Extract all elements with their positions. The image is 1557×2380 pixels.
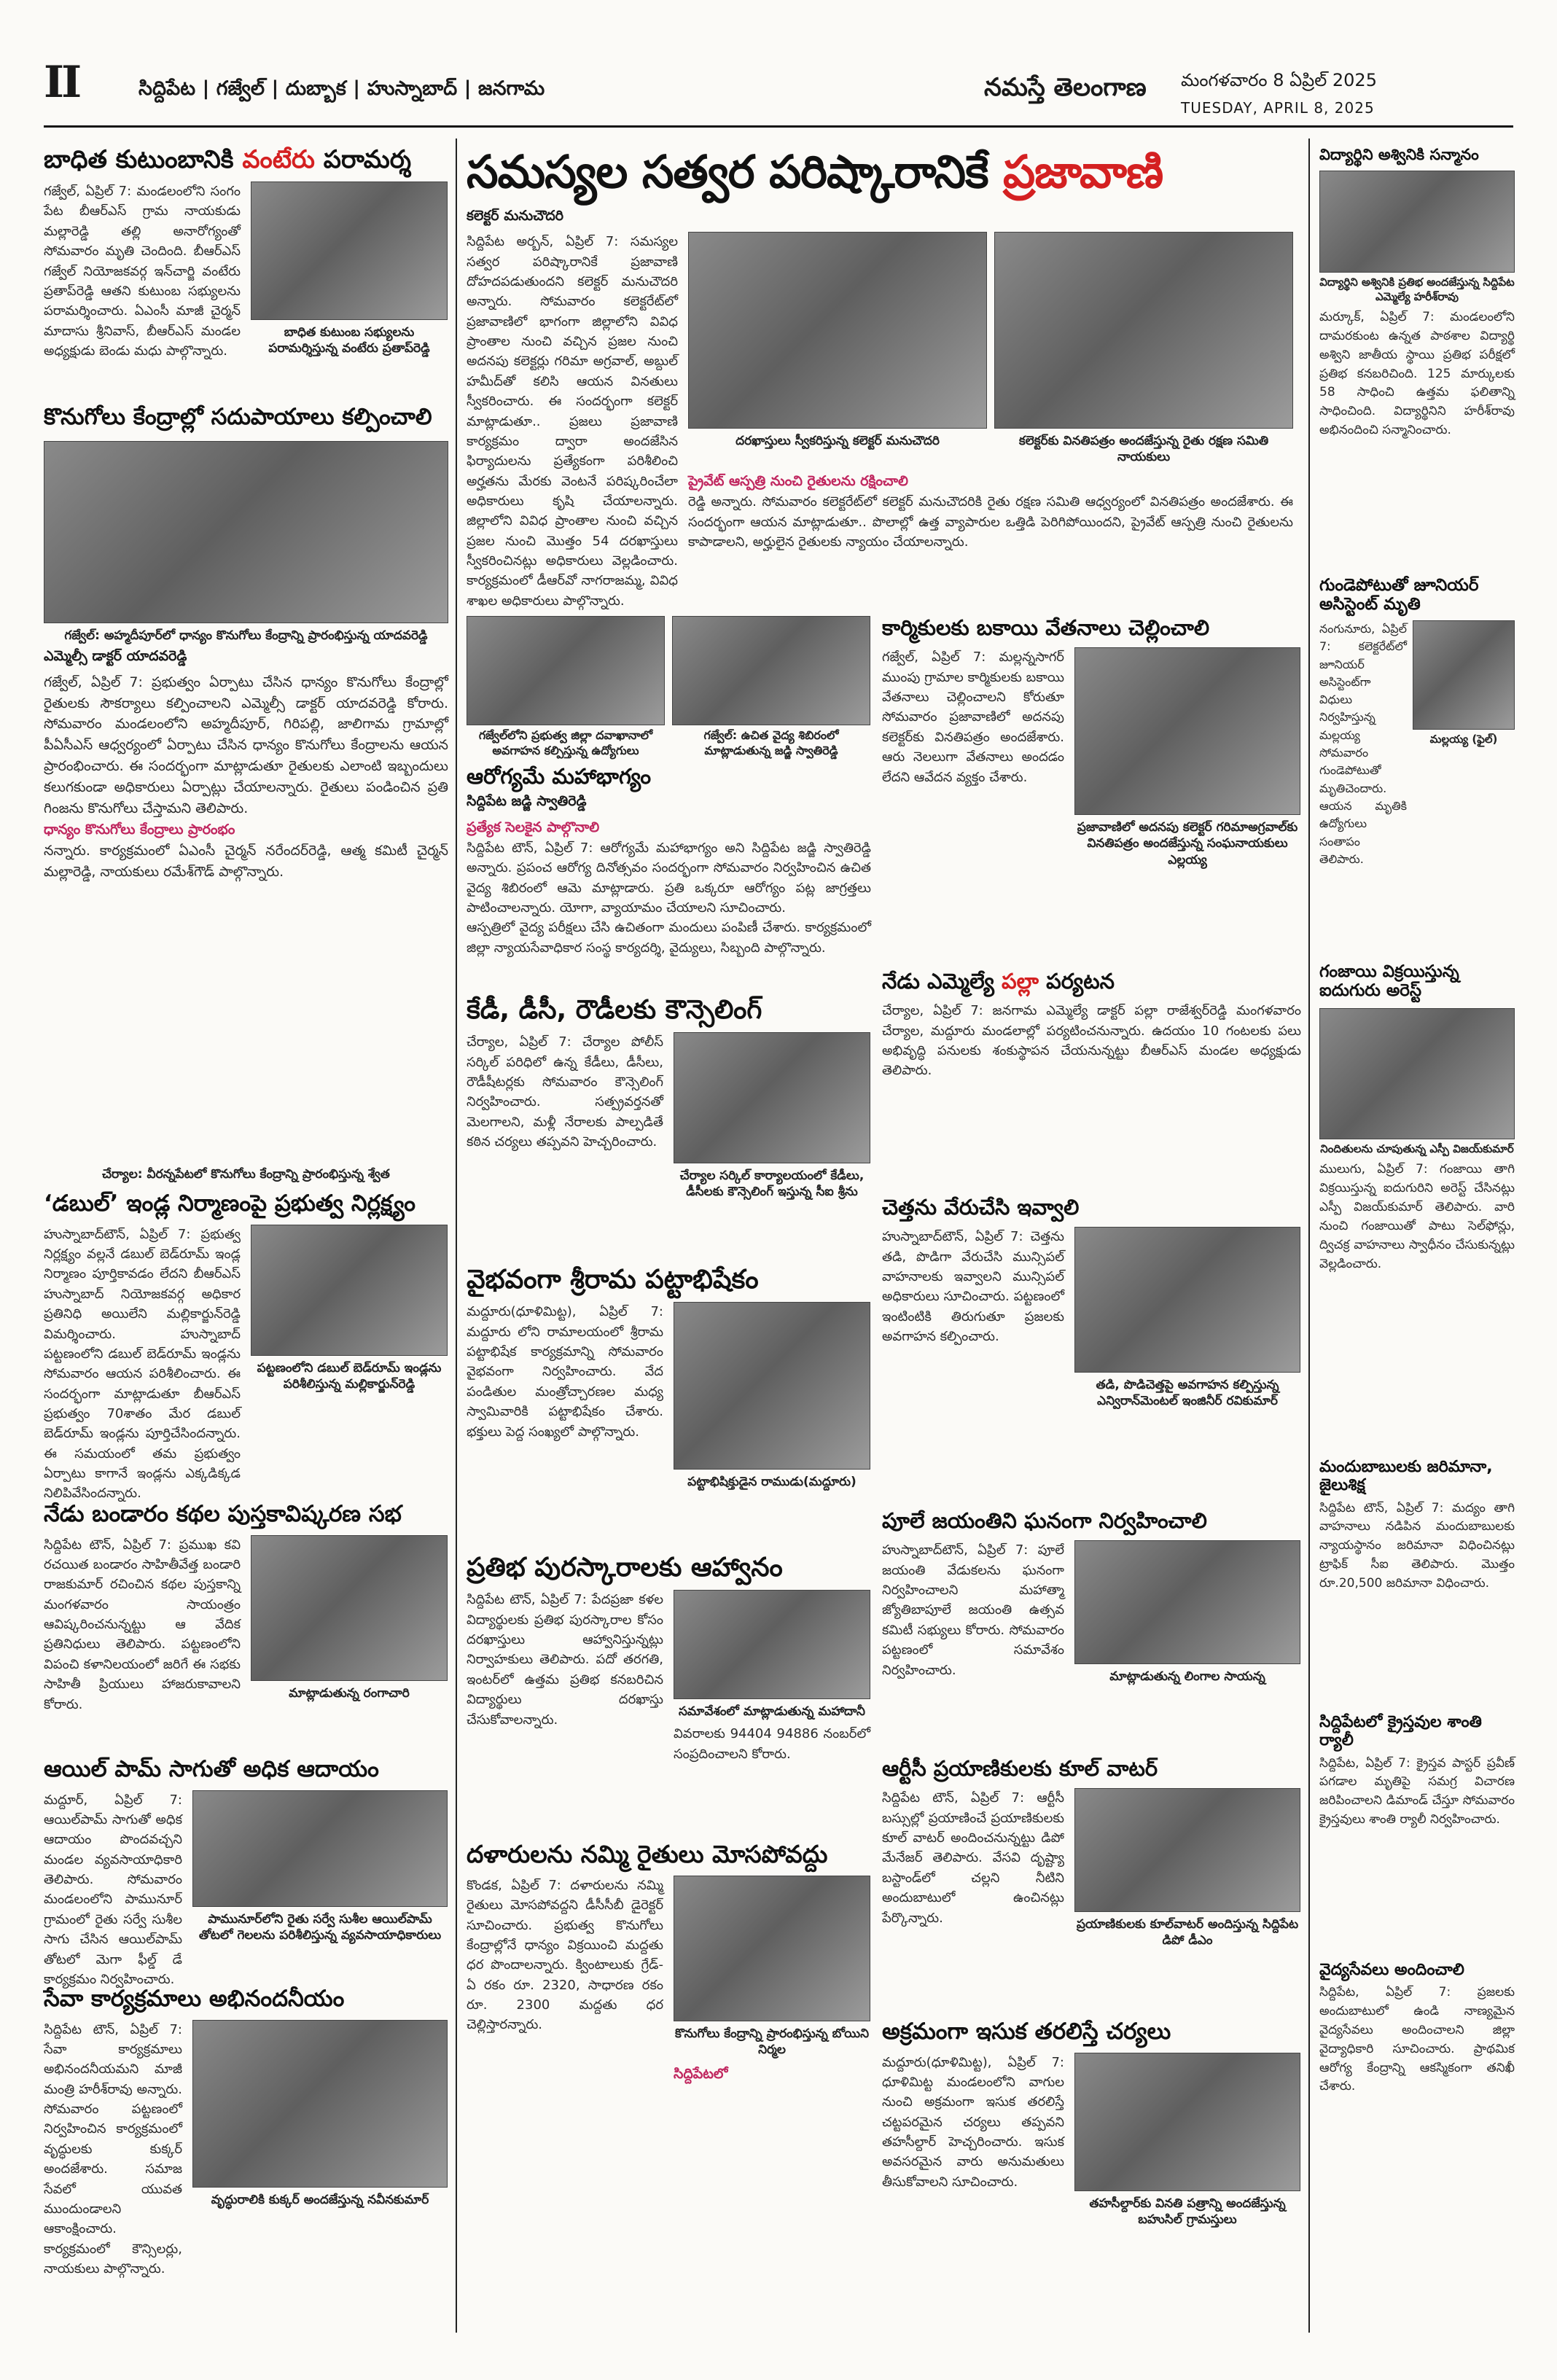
article-body: గజ్వేల్, ఏప్రిల్ 7: ప్రభుత్వం ఏర్పాటు చేసిన ధాన్యం కొనుగోలు కేంద్రాల్లో రైతులకు సౌకర్యాలు కల్పించాలని ఎమ్మెల్సీ డాక్టర్ యాదవరెడ్డి కోరారు. సోమవారం మండలంలోని అహ్మదీపూర్, గిరిపల్లి, జాలిగామ గ్రామాల్లో పీఏసీఎస్ ఆధ్వర్యంలో ఏర్పాటు చేసిన ధాన్యం కొనుగోలు కేంద్రాలను ఆయన ప్రారంభించారు. ఈ సందర్భంగా మాట్లాడుతూ రైతులకు ఎలాంటి ఇబ్బందులు కలుగకుండా అధికారులు ఏర్పాట్లు చేయాలన్నారు. రైతులు పండించిన ప్రతి గింజను కొనుగోలు చేస్తామని తెలిపారు.: [44, 674, 448, 816]
photo-caption: గజ్వేల్‌లోని ప్రభుత్వ జిల్లా దవాఖానాలో అవగాహన కల్పిస్తున్న ఉద్యోగులు: [478, 728, 653, 757]
article-body: చేర్యాల, ఏప్రిల్ 7: చేర్యాల పోలీస్ సర్కిల్ పరిధిలో ఉన్న కేడీలు, డీసీలు, రౌడీషీటర్లకు సోమవారం కౌన్సెలింగ్ నిర్వహించారు. సత్ప్రవర్తనతో మెలగాలని, మళ్లీ నేరాలకు పాల్పడితే కఠిన చర్యలు తప్పవని హెచ్చరించారు.: [467, 1034, 663, 1150]
news-photo: [674, 1032, 870, 1163]
headline: ‘డబుల్’ ఇండ్ల నిర్మాణంపై ప్రభుత్వ నిర్లక్ష్యం: [44, 1190, 415, 1217]
photo-caption: విద్యార్థిని అశ్వినికి ప్రతిభ అందజేస్తున్న సిద్దిపేట ఎమ్మెల్యే హరీశ్‌రావు: [1319, 276, 1515, 303]
photo-caption: దరఖాస్తులు స్వీకరిస్తున్న కలెక్టర్ మనుచౌదరి: [735, 434, 940, 449]
article-body: హుస్నాబాద్‌టౌన్, ఏప్రిల్ 7: పూలే జయంతి వేడుకలను ఘనంగా నిర్వహించాలని మహాత్మా జ్యోతిబాపూలే జయంతి ఉత్సవ కమిటీ సభ్యులు కోరారు. సోమవారం పట్టణంలో సమావేశం నిర్వహించారు.: [882, 1542, 1064, 1678]
news-photo: [44, 441, 448, 623]
headline: కార్మికులకు బకాయి వేతనాలు చెల్లించాలి: [882, 615, 1210, 640]
article-heart-attack: [1319, 576, 1515, 955]
headline: పూలే జయంతిని ఘనంగా నిర్వహించాలి: [882, 1508, 1207, 1533]
lead-headline: సమస్యల సత్వర పరిష్కారానికే ప్రజావాణి: [467, 145, 1163, 198]
article-body: సిద్దిపేట టౌన్, ఏప్రిల్ 7: మద్యం తాగి వాహనాలు నడిపిన మందుబాబులకు న్యాయస్థానం జరిమానా విధించినట్లు ట్రాఫిక్ సీఐ తెలిపారు. మొత్తం రూ.20,500 జరిమానా విధించారు.: [1319, 1500, 1515, 1591]
news-photo: [251, 182, 448, 320]
photo-caption: మాట్లాడుతున్న రంగాచారి: [289, 1685, 410, 1701]
news-photo: [467, 616, 665, 725]
photo-caption: పట్టాభిషిక్తుడైన రాముడు(మద్దూరు): [687, 1475, 856, 1490]
article-ganja: [1319, 962, 1515, 1443]
headline: సిద్దిపేటలో క్రైస్తవుల శాంతి ర్యాలీ: [1319, 1713, 1482, 1750]
sub-heading-link[interactable]: ప్రైవేట్ ఆస్పత్రి నుంచి రైతులను రక్షించాలి: [688, 473, 908, 490]
photo-caption: తహసీల్దార్‌కు వినతి పత్రాన్ని అందజేస్తున్న బహుసిల్ గ్రామస్తులు: [1089, 2196, 1286, 2227]
photo-caption: నిందితులను చూపుతున్న ఎస్పీ విజయ్‌కుమార్: [1320, 1142, 1514, 1155]
photo-caption: గజ్వేల్: అహ్మదీపూర్‌లో ధాన్యం కొనుగోలు కేంద్రాన్ని ప్రారంభిస్తున్న యాదవరెడ్డి: [64, 628, 428, 643]
article-body: ములుగు, ఏప్రిల్ 7: గంజాయి తాగి విక్రయిస్తున్న ఐదుగురిని అరెస్ట్ చేసినట్లు ఎస్పీ విజయ్‌కుమార్ తెలిపారు. వారి నుంచి గంజాయితో పాటు సెల్‌ఫోన్లు, ద్విచక్ర వాహనాలు స్వాధీనం చేసుకున్నట్లు వెల్లడించారు.: [1319, 1162, 1515, 1271]
masthead: [44, 57, 1513, 117]
news-photo: [1319, 171, 1515, 273]
article-body: గజ్వేల్, ఏప్రిల్ 7: మల్లన్నసాగర్ ముంపు గ్రామాల కార్మికులకు బకాయి వేతనాలు చెల్లించాలని కోరుతూ సోమవారం ప్రజావాణిలో అదనపు కలెక్టర్‌కు వినతిపత్రం అందజేశారు. ఆరు నెలలుగా వేతనాలు అందడం లేదని ఆవేదన వ్యక్తం చేశారు.: [882, 649, 1064, 785]
masthead-rule: [44, 125, 1513, 128]
photo-caption: సమావేశంలో మాట్లాడుతున్న మహాదానీ: [679, 1704, 865, 1720]
article-awards: [467, 1553, 871, 1830]
article-body: గజ్వేల్, ఏప్రిల్ 7: మండలంలోని సంగం పేట బీఆర్ఎస్ గ్రామ నాయకుడు మల్లారెడ్డి తల్లి అనారోగ్యంతో సోమవారం మృతి చెందింది. బీఆర్ఎస్ గజ్వేల్ నియోజకవర్గ ఇన్‌చార్జి వంటేరు ప్రతాప్‌రెడ్డి ఆతని కుటుంబ సభ్యులను పరామర్శించారు. ఏఎంసీ మాజీ చైర్మన్ మాదాసు శ్రీనివాస్, బీఆర్ఎస్ మండల అధ్యక్షుడు బెండు మధు పాల్గొన్నారు.: [44, 184, 241, 359]
sub-heading-link[interactable]: ధాన్యం కొనుగోలు కేంద్రాలు ప్రారంభం: [44, 821, 235, 838]
photo-caption: ప్రజావాణిలో అదనపు కలెక్టర్ గరిమాఅగ్రవాల్‌కు వినతిపత్రం అందజేస్తున్న సంఘనాయకులు ఎల్లయ్య: [1077, 820, 1298, 867]
article-body: సిద్దిపేట అర్బన్, ఏప్రిల్ 7: సమస్యల సత్వర పరిష్కారానికే ప్రజావాణి దోహదపడుతుందని కలెక్టర్ మనుచౌదరి అన్నారు. సోమవారం కలెక్టరేట్‌లో ప్రజావాణిలో భాగంగా జిల్లాలోని వివిధ ప్రాంతాల నుంచి వచ్చిన ప్రజల నుంచి అదనపు కలెక్టర్లు గరిమా అగ్రవాల్, అబ్దుల్ హమీద్‌తో కలిసి ఆయన వినతులు స్వీకరించారు. ఈ సందర్భంగా కలెక్టర్ మాట్లాడుతూ.. ప్రజలు ప్రజావాణి కార్యక్రమం ద్వారా అందజేసిన ఫిర్యాదులను ప్రత్యేకంగా పరిశీలించి అర్హతను మేరకు వెంటనే పరిష్కరించేలా అధికారులు కృషి చేయాలన్నారు. జిల్లాలోని వివిధ ప్రాంతాల నుంచి వచ్చిన ప్రజల నుంచి మొత్తం 54 దరఖాస్తులు స్వీకరించినట్లు అధికారులు వెల్లడించారు. కార్యక్రమంలో డీఆర్‌వో నాగరాజమ్మ, వివిధ శాఖల అధికారులు పాల్గొన్నారు.: [467, 234, 678, 609]
article-sriramapattabhishekam: [467, 1265, 871, 1542]
photo-caption: చేర్యాల సర్కిల్ కార్యాలయంలో కేడీలు, డీసీలకు కౌన్సెలింగ్ ఇస్తున్న సీఐ శ్రీను: [679, 1168, 865, 1200]
article-phule: [882, 1509, 1301, 1749]
headline: గుండెపోటుతో జూనియర్ అసిస్టెంట్ మృతి: [1319, 576, 1479, 614]
headline: ఆర్టీసీ ప్రయాణికులకు కూల్ వాటర్: [882, 1756, 1158, 1781]
headline: కొనుగోలు కేంద్రాల్లో సదుపాయాలు కల్పించాలి: [44, 404, 432, 430]
photo-caption: పామునూర్‌లోని రైతు సర్వే సుశీల ఆయిల్‌పామ్ తోటలో గెలలను పరిశీలిస్తున్న వ్యవసాయాధికారులు: [198, 1911, 442, 1943]
article-body: సిద్దిపేట టౌన్, ఏప్రిల్ 7: పేదప్రజా కళల విద్యార్థులకు ప్రతిభ పురస్కారాల కోసం దరఖాస్తులు ఆహ్వానిస్తున్నట్లు నిర్వాహకులు తెలిపారు. పదో తరగతి, ఇంటర్‌లో ఉత్తమ ప్రతిభ కనబరిచిన విద్యార్థులు దరఖాస్తు చేసుకోవాలన్నారు.: [467, 1592, 663, 1728]
article-oil-palm: [44, 1756, 448, 1987]
column-divider: [456, 138, 457, 2333]
sub-heading-link[interactable]: ప్రత్యేక సెలకైన పాల్గొనాలి: [467, 819, 600, 835]
date-english: TUESDAY, APRIL 8, 2025: [1181, 99, 1375, 117]
news-photo: [1074, 1540, 1300, 1664]
news-photo: [1413, 620, 1515, 730]
article-medical: [1319, 1961, 1515, 2336]
headline: ఆయిల్ పామ్ సాగుతో అధిక ఆదాయం: [44, 1756, 379, 1782]
headline: నేడు ఎమ్మెల్యే పల్లా పర్యటన: [882, 969, 1115, 994]
news-photo: [674, 1876, 870, 2021]
article-vanteru: [44, 146, 448, 386]
article-double-bedroom: [44, 1166, 448, 1502]
news-photo: [1074, 1227, 1300, 1373]
article-body: కొండక, ఏప్రిల్ 7: దళారులను నమ్మి రైతులు మోసపోవద్దని డీసీసీబీ డైరెక్టర్ సూచించారు. ప్రభుత్వ కొనుగోలు కేంద్రాల్లోనే ధాన్యం విక్రయించి మద్దతు ధర పొందాలన్నారు. క్వింటాలుకు గ్రేడ్-ఏ రకం రూ. 2320, సాధారణ రకం రూ. 2300 మద్దతు ధర చెల్లిస్తారన్నారు.: [467, 1877, 663, 2033]
headline: కేడీ, డీసీ, రౌడీలకు కౌన్సెలింగ్: [467, 995, 762, 1025]
article-body: నంగునూరు, ఏప్రిల్ 7: కలెక్టరేట్‌లో జూనియర్ అసిస్టెంట్‌గా విధులు నిర్వహిస్తున్న మల్లయ్య సోమవారం గుండెపోటుతో మృతిచెందారు. ఆయన మృతికి ఉద్యోగులు సంతాపం తెలిపారు.: [1319, 621, 1407, 866]
photo-caption: చేర్యాల: వీరన్నపేటలో కొనుగోలు కేంద్రాన్ని ప్రారంభిస్తున్న శ్వేత: [102, 1167, 390, 1182]
headline: మందుబాబులకు జరిమానా, జైలుశిక్ష: [1319, 1458, 1493, 1495]
lead-article: [467, 145, 1301, 609]
article-body: సిద్దిపేట టౌన్, ఏప్రిల్ 7: ఆర్టీసీ బస్సుల్లో ప్రయాణించే ప్రయాణికులకు కూల్ వాటర్ అందించనున్నట్టు డిపో మేనేజర్ తెలిపారు. వేసవి దృష్ట్యా బస్టాండ్‌లో చల్లని నీటిని అందుబాటులో ఉంచినట్లు పేర్కొన్నారు.: [882, 1790, 1064, 1926]
photo-caption: తడి, పొడిచెత్తపై అవగాహన కల్పిస్తున్న ఎన్విరాన్‌మెంటల్ ఇంజినీర్ రవికుమార్: [1096, 1378, 1279, 1409]
headline: విద్యార్థిని అశ్వినికి సన్మానం: [1319, 146, 1479, 163]
article-cool-water: [882, 1757, 1301, 2012]
photo-caption: కలెక్టర్‌కు వినతిపత్రం అందజేస్తున్న రైతు రక్షణ సమితి నాయకులు: [1018, 434, 1269, 465]
news-photo: [994, 232, 1293, 429]
news-photo: [192, 1790, 448, 1907]
article-body: రెడ్డి అన్నారు. సోమవారం కలెక్టరేట్‌లో కలెక్టర్ మనుచౌదరికి రైతు రక్షణ సమితి ఆధ్వర్యంలో వినతిపత్రం అందజేశారు. ఈ సందర్భంగా ఆయన మాట్లాడుతూ.. పొలాల్లో ఉత్త వ్యాపారుల ఒత్తిడి పెరిగిపోయిందని, ప్రైవేట్ ఆస్పత్రి నుంచి రైతులను కాపాడాలని, అర్హులైన రైతులకు న్యాయం చేయాలన్నారు.: [688, 494, 1293, 550]
column-divider: [1308, 138, 1310, 2333]
news-photo: [674, 1590, 870, 1699]
photo-caption: ప్రయాణికులకు కూల్‌వాటర్ అందిస్తున్న సిద్దిపేట డిపో డీఎం: [1076, 1917, 1299, 1948]
photo-caption: మాట్లాడుతున్న లింగాల సాయన్న: [1109, 1669, 1265, 1685]
article-body: ఆస్పత్రిలో వైద్య పరీక్షలు చేసి ఉచితంగా మందులు పంపిణీ చేశారు. కార్యక్రమంలో జిల్లా న్యాయసేవాధికార సంస్థ కార్యదర్శి, వైద్యులు, సిబ్బంది పాల్గొన్నారు.: [467, 920, 871, 956]
article-sand: [882, 2019, 1301, 2336]
article-body: మర్కూక్, ఏప్రిల్ 7: మండలంలోని దామరకుంట ఉన్నత పాఠశాల విద్యార్థి అశ్విని జాతీయ స్థాయి ప్రతిభ పరీక్షలో ప్రతిభ కనబరిచింది. 125 మార్కులకు 58 సాధించి ఉత్తమ ఫలితాన్ని సాధించింది. విద్యార్థినిని హరీశ్‌రావు అభినందించి సన్మానించారు.: [1319, 310, 1515, 438]
article-body: మద్దూరు(ధూళిమిట్ట), ఏప్రిల్ 7: ధూళిమిట్ట మండలంలోని వాగుల నుంచి అక్రమంగా ఇసుక తరలిస్తే చట్టపరమైన చర్యలు తప్పవని తహసీల్దార్ హెచ్చరించారు. ఇసుక అవసరమైన వారు అనుమతులు తీసుకోవాలని సూచించారు.: [882, 2054, 1064, 2190]
news-photo: [192, 2020, 448, 2188]
article-body: నన్నారు. కార్యక్రమంలో ఏఎంసీ చైర్మన్ నరేందర్‌రెడ్డి, ఆత్మ కమిటీ చైర్మన్ మల్లారెడ్డి, నాయకులు రమేశ్‌గౌడ్ పాల్గొన్నారు.: [44, 842, 448, 880]
article-drunk-driving: [1319, 1458, 1515, 1706]
news-photo: [674, 1302, 870, 1470]
article-mla-tour: [882, 969, 1301, 1188]
article-service: [44, 1986, 448, 2336]
headline: ఆరోగ్యమే మహాభాగ్యం: [467, 763, 652, 789]
headline: దళారులను నమ్మి రైతులు మోసపోవద్దు: [467, 1840, 828, 1868]
article-health: [467, 616, 871, 980]
article-body: సిద్దిపేట టౌన్, ఏప్రిల్ 7: ఆరోగ్యమే మహాభాగ్యం అని సిద్దిపేట జడ్జి స్వాతిరెడ్డి అన్నారు. ప్రపంచ ఆరోగ్య దినోత్సవం సందర్భంగా సోమవారం నిర్వహించిన ఉచిత వైద్య శిబిరంలో ఆమె మాట్లాడారు. ప్రతి ఒక్కరూ ఆరోగ్యం పట్ల జాగ్రత్తలు పాటించాలన్నారు. యోగా, వ్యాయామం చేయాలని సూచించారు.: [467, 840, 871, 916]
headline: బాధిత కుటుంబానికి వంటేరు పరామర్శ: [44, 145, 411, 174]
headline: గంజాయి విక్రయిస్తున్న ఐదుగురు అరెస్ట్: [1319, 962, 1459, 1001]
page-number: II: [44, 57, 79, 108]
article-counselling: [467, 995, 871, 1254]
article-middlemen: [467, 1841, 871, 2336]
news-photo: [672, 616, 870, 725]
article-peace-rally: [1319, 1713, 1515, 1954]
news-photo: [1319, 1008, 1515, 1139]
news-photo: [1074, 1788, 1300, 1912]
article-body: హుస్నాబాద్‌టౌన్, ఏప్రిల్ 7: ప్రభుత్వ నిర్లక్ష్యం వల్లనే డబుల్ బెడ్‌రూమ్ ఇండ్ల నిర్మాణం పూర్తికావడం లేదని బీఆర్ఎస్ హుస్నాబాద్ నియోజకవర్గ అధికార ప్రతినిధి అయిలేని మల్లికార్జున్‌రెడ్డి విమర్శించారు. హుస్నాబాద్ పట్టణంలోని డబుల్ బెడ్‌రూమ్ ఇండ్లను సోమవారం ఆయన పరిశీలించారు. ఈ సందర్భంగా మాట్లాడుతూ బీఆర్ఎస్ ప్రభుత్వం 70శాతం మేర డబుల్ బెడ్‌రూమ్ ఇండ్లను పూర్తిచేసిందన్నారు. ఈ సమయంలో తమ ప్రభుత్వం ఏర్పాటు కాగానే ఇండ్లను ఎక్కడిక్కడ నిలిపివేసిందన్నారు.: [44, 1226, 241, 1502]
article-body: సిద్దిపేట టౌన్, ఏప్రిల్ 7: సేవా కార్యక్రమాలు అభినందనీయమని మాజీ మంత్రి హరీశ్‌రావు అన్నారు. సోమవారం పట్టణంలో నిర్వహించిన కార్యక్రమంలో వృద్ధులకు కుక్కర్ అందజేశారు. సమాజ సేవలో యువత ముందుండాలని ఆకాంక్షించారు. కార్యక్రమంలో కౌన్సిలర్లు, నాయకులు పాల్గొన్నారు.: [44, 2021, 182, 2276]
article-body: సిద్దిపేట, ఏప్రిల్ 7: ప్రజలకు అందుబాటులో ఉండి నాణ్యమైన వైద్యసేవలు అందించాలని జిల్లా వైద్యాధికారి సూచించారు. ప్రాథమిక ఆరోగ్య కేంద్రాన్ని ఆకస్మికంగా తనిఖీ చేశారు.: [1319, 1985, 1515, 2094]
headline: చెత్తను వేరుచేసి ఇవ్వాలి: [882, 1195, 1080, 1220]
headline: సేవా కార్యక్రమాలు అభినందనీయం: [44, 1986, 345, 2012]
article-wages: [882, 616, 1301, 966]
article-garbage: [882, 1195, 1301, 1502]
headline: ప్రతిభ పురస్కారాలకు ఆహ్వానం: [467, 1553, 783, 1583]
news-photo: [1074, 647, 1300, 815]
photo-caption: బాధిత కుటుంబ సభ్యులను పరామర్శిస్తున్న వంటేరు ప్రతాప్‌రెడ్డి: [268, 325, 430, 356]
brand-name: నమస్తే తెలంగాణ: [984, 73, 1147, 102]
photo-caption: గజ్వేల్: ఉచిత వైద్య శిబిరంలో మాట్లాడుతున్న జడ్జి స్వాతిరెడ్డి: [703, 728, 839, 757]
news-photo: [1074, 2053, 1300, 2191]
edition-line: సిద్దిపేట | గజ్వేల్ | దుబ్బాక | హుస్నాబాద్ | జనగామ: [138, 77, 545, 100]
article-body: చేర్యాల, ఏప్రిల్ 7: జనగామ ఎమ్మెల్యే డాక్టర్ పల్లా రాజేశ్వర్‌రెడ్డి మంగళవారం చేర్యాల, మద్దూరు మండలాల్లో పర్యటించనున్నారు. ఉదయం 10 గంటలకు పలు అభివృద్ధి పనులకు శంకుస్థాపన చేయనున్నట్టు బీఆర్ఎస్ మండల అధ్యక్షుడు తెలిపారు.: [882, 1003, 1301, 1079]
article-procurement: [44, 405, 448, 1155]
sub-heading-link[interactable]: సిద్దిపేటలో: [674, 2066, 728, 2083]
article-body: హుస్నాబాద్‌టౌన్, ఏప్రిల్ 7: చెత్తను తడి, పొడిగా వేరుచేసి మున్సిపల్ వాహనాలకు ఇవ్వాలని మున్సిపల్ అధికారులు సూచించారు. పట్టణంలో ఇంటింటికి తిరుగుతూ ప్రజలకు అవగాహన కల్పించారు.: [882, 1229, 1064, 1345]
article-body: మద్దూరు(ధూళిమిట్ట), ఏప్రిల్ 7: మద్దూరు లోని రామాలయంలో శ్రీరామ పట్టాభిషేక కార్యక్రమాన్ని సోమవారం వైభవంగా నిర్వహించారు. వేద పండితుల మంత్రోచ్చారణల మధ్య స్వామివారికి పట్టాభిషేకం చేశారు. భక్తులు పెద్ద సంఖ్యలో పాల్గొన్నారు.: [467, 1304, 663, 1440]
headline: వైభవంగా శ్రీరామ పట్టాభిషేకం: [467, 1265, 759, 1295]
article-body: మద్దూర్, ఏప్రిల్ 7: ఆయిల్‌పామ్ సాగుతో అధిక ఆదాయం పొందవచ్చని మండల వ్యవసాయాధికారి తెలిపారు. సోమవారం మండలంలోని పామునూర్ గ్రామంలో రైతు సర్వే సుశీల సాగు చేసిన ఆయిల్‌పామ్ తోటలో మెగా ఫీల్డ్ డే కార్యక్రమం నిర్వహించారు.: [44, 1792, 182, 1987]
news-photo: [251, 1225, 448, 1356]
article-body: సిద్దిపేట టౌన్, ఏప్రిల్ 7: ప్రముఖ కవి రచయిత బండారం సాహితీవేత్త బండారి రాజకుమార్ రచించిన కథల పుస్తకాన్ని మంగళవారం సాయంత్రం ఆవిష్కరించనున్నట్టు ఆ వేదిక ప్రతినిధులు తెలిపారు. పట్టణంలోని విపంచి కళానిలయంలో జరిగే ఈ సభకు సాహితీ ప్రియులు హాజరుకావాలని కోరారు.: [44, 1537, 241, 1712]
byline: సిద్దిపేట జడ్జి స్వాతిరెడ్డి: [467, 792, 587, 809]
article-body: వివరాలకు 94404 94886 నంబర్‌లో సంప్రదించాలని కోరారు.: [674, 1726, 870, 1762]
byline: ఎమ్మెల్సీ డాక్టర్ యాదవరెడ్డి: [44, 647, 187, 664]
headline: వైద్యసేవలు అందించాలి: [1319, 1961, 1464, 1979]
photo-caption: వృద్ధురాలికి కుక్కర్ అందజేస్తున్న నవీనకుమార్: [211, 2192, 429, 2207]
photo-caption: కొనుగోలు కేంద్రాన్ని ప్రారంభిస్తున్న బోయిని నిర్మల: [674, 2026, 870, 2058]
news-photo: [251, 1535, 448, 1681]
article-ashwini: [1319, 146, 1515, 569]
byline: కలెక్టర్ మనుచౌదరి: [467, 208, 564, 225]
date-telugu: మంగళవారం 8 ఏప్రిల్ 2025: [1181, 70, 1377, 90]
headline: అక్రమంగా ఇసుక తరలిస్తే చర్యలు: [882, 2018, 1171, 2045]
photo-caption: పట్టణంలోని డబుల్ బెడ్‌రూమ్ ఇండ్లను పరిశీలిస్తున్న మల్లికార్జున్‌రెడ్డి: [257, 1360, 442, 1392]
photo-caption: మల్లయ్య (ఫైల్): [1429, 732, 1498, 746]
headline: నేడు బండారం కథల పుస్తకావిష్కరణ సభ: [44, 1501, 402, 1527]
article-book-launch: [44, 1502, 448, 1749]
article-body: సిద్దిపేట, ఏప్రిల్ 7: క్రైస్తవ పాస్టర్ ప్రవీణ్ పగడాల మృతిపై సమగ్ర విచారణ జరిపించాలని డిమాండ్ చేస్తూ సోమవారం క్రైస్తవులు శాంతి ర్యాలీ నిర్వహించారు.: [1319, 1755, 1515, 1827]
news-photo: [688, 232, 987, 429]
